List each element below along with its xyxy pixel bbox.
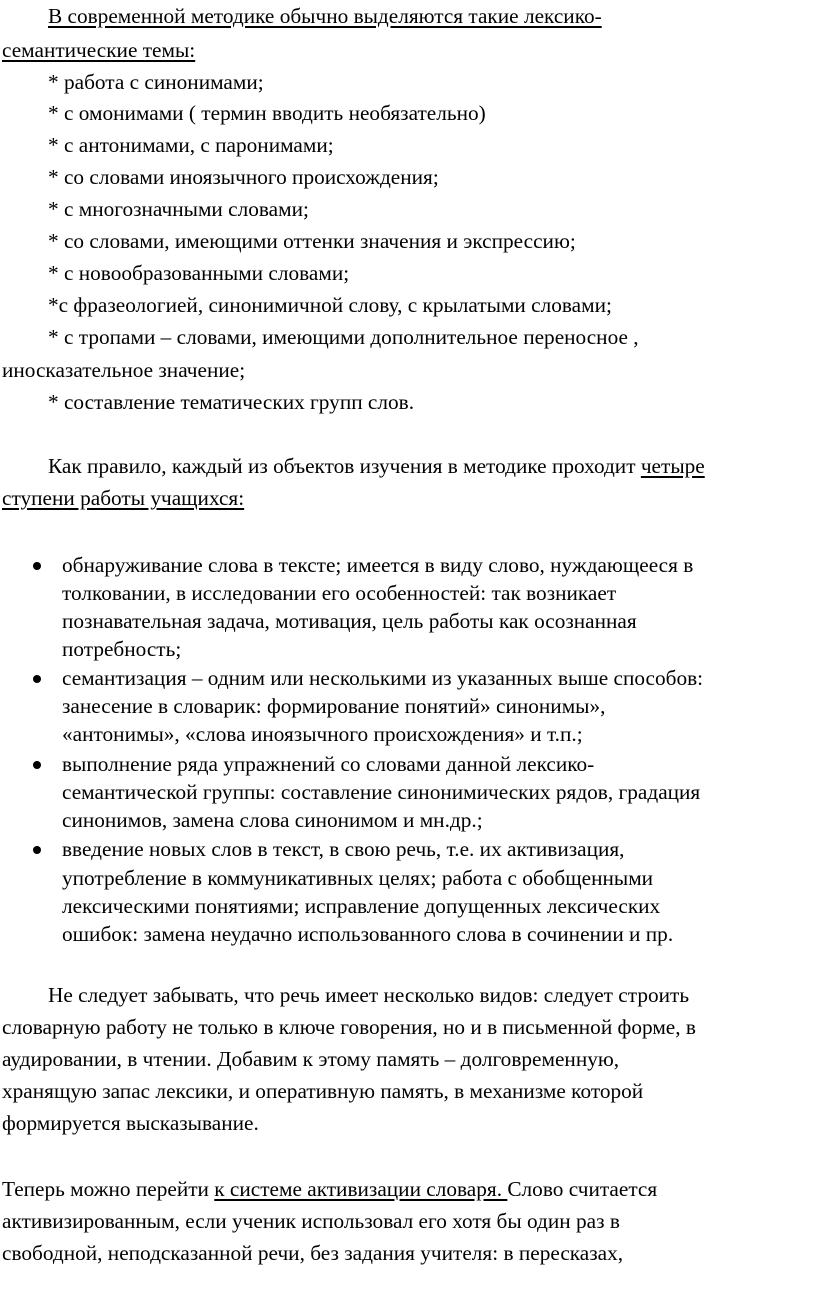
topic-item: * со словами, имеющими оттенки значения и экспрессию; [48,229,576,253]
activation-underlined: к системе активизации словаря. [214,1177,508,1201]
stage-line: семантизация – одним или несколькими из указанных выше способов: [62,666,704,690]
stages-intro-text: Как правило, каждый из объектов изучения в методике проходит [48,454,641,478]
stage-line: занесение в словарик: формирование понятий» синонимы», [62,694,606,718]
topic-item: * с омонимами ( термин вводить необязательно) [48,101,486,125]
speech-paragraph-line: формируется высказывание. [2,1111,259,1135]
stage-line: семантической группы: составление синонимических рядов, градация [62,780,701,804]
activation-paragraph-line-3: свободной, неподсказанной речи, без задания учителя: в пересказах, [2,1241,624,1265]
activation-text: Теперь можно перейти [2,1177,215,1201]
activation-paragraph-line-2: активизированным, если ученик использовал его хотя бы один раз в [2,1209,620,1233]
intro-line-1: В современной методике обычно выделяются такие лексико- [48,4,602,28]
topic-item: * составление тематических групп слов. [48,390,415,414]
speech-paragraph-line: аудировании, в чтении. Добавим к этому память – долговременную, [2,1047,620,1071]
stage-line: употребление в коммуникативных целях; работа с обобщенными [62,866,654,890]
bullet-icon [33,761,41,769]
topic-item: * со словами иноязычного происхождения; [48,165,439,189]
stage-line: ошибок: замена неудачно использованного слова в сочинении и пр. [62,922,674,946]
topic-item: * с новообразованными словами; [48,261,350,285]
activation-text-after: Слово считается [507,1177,658,1201]
topic-item: * с тропами – словами, имеющими дополнительное переносное , [48,325,639,349]
stage-line: введение новых слов в текст, в свою речь, т.е. их активизация, [62,837,625,861]
intro-line-2: семантические темы: [2,38,196,62]
bullet-icon [33,846,41,854]
stage-line: обнаруживание слова в тексте; имеется в виду слово, нуждающееся в [62,553,694,577]
topic-item: * работа с синонимами; [48,70,264,94]
stages-intro-line-1 [48,456,705,477]
speech-paragraph-line: Не следует забывать, что речь имеет несколько видов: следует строить [48,983,690,1007]
stage-line: синонимов, замена слова синонимом и мн.др.; [62,808,483,832]
stage-line: потребность; [62,637,182,661]
speech-paragraph-line: хранящую запас лексики, и оперативную память, в механизме которой [2,1079,644,1103]
stage-line: выполнение ряда упражнений со словами данной лексико- [62,752,595,776]
bullet-icon [33,675,41,683]
topic-item-continuation: иносказательное значение; [2,358,246,382]
stage-line: познавательная задача, мотивация, цель работы как осознанная [62,609,637,633]
topic-item: * с многозначными словами; [48,197,309,221]
stage-line: лексическими понятиями; исправление допущенных лексических [62,894,661,918]
activation-paragraph-line-1 [2,1179,657,1200]
stages-intro-underlined: четыре [640,454,705,478]
stages-intro-line-2: ступени работы учащихся: [2,486,245,510]
speech-paragraph-line: словарную работу не только в ключе говорения, но и в письменной форме, в [2,1015,696,1039]
topic-item: *с фразеологией, синонимичной слову, с крылатыми словами; [48,293,612,317]
stage-line: толковании, в исследовании его особенностей: так возникает [62,581,617,605]
bullet-icon [33,562,41,570]
stage-line: «антонимы», «слова иноязычного происхождения» и т.п.; [62,722,583,746]
topic-item: * с антонимами, с паронимами; [48,133,334,157]
